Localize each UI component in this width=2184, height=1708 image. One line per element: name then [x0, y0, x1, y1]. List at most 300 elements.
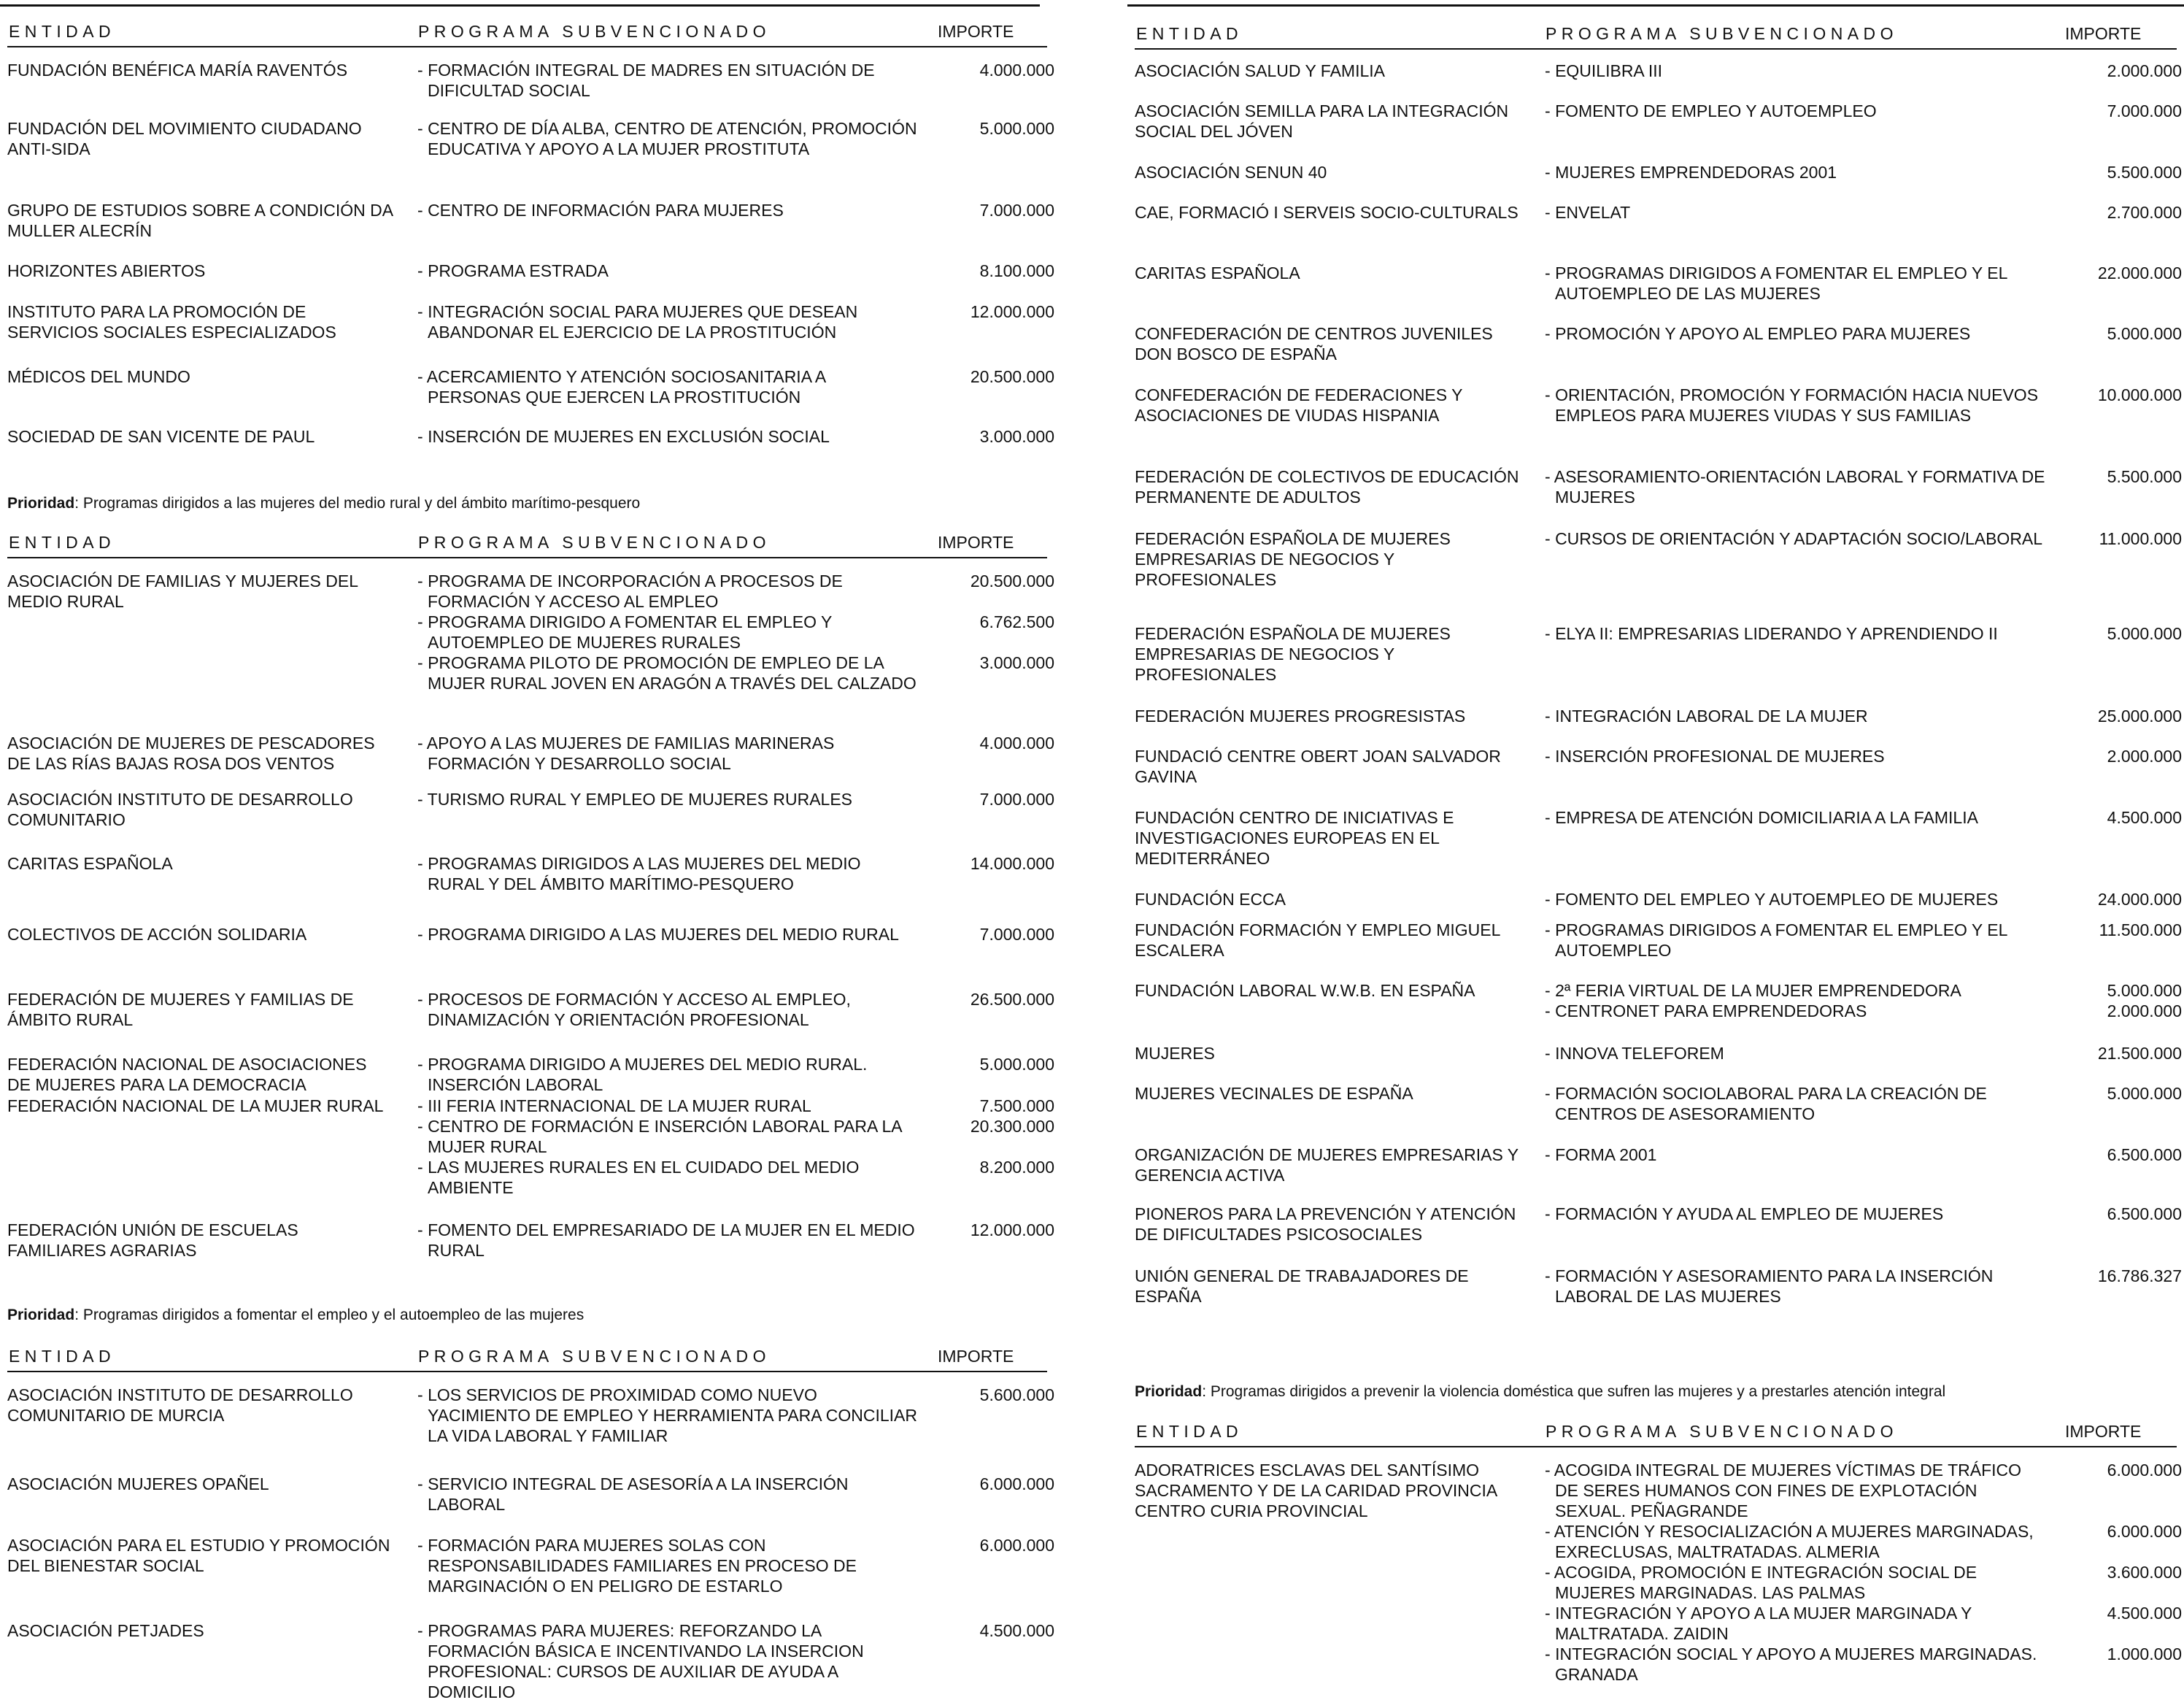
- programa-cell: [417, 1474, 921, 1515]
- programa-item: - CURSOS DE ORIENTACIÓN Y ADAPTACIÓN SOCIO/LABORAL: [1545, 528, 2048, 549]
- programa-cell: [1545, 1145, 2048, 1165]
- programa-item: - ACOGIDA INTEGRAL DE MUJERES VÍCTIMAS DE TRÁFICO DE SERES HUMANOS CON FINES DE EXPLOTACIÓN SEXUAL. PEÑAGRANDE: [1545, 1460, 2048, 1521]
- importe-cell: [923, 1385, 1054, 1474]
- entidad-cell: FEDERACIÓN ESPAÑOLA DE MUJERES EMPRESARIAS DE NEGOCIOS Y PROFESIONALES: [1135, 529, 1451, 589]
- entidad-cell: INSTITUTO PARA LA PROMOCIÓN DE SERVICIOS SOCIALES ESPECIALIZADOS: [7, 302, 336, 342]
- programa-item: - PROGRAMAS DIRIGIDOS A FOMENTAR EL EMPLEO Y EL AUTOEMPLEO: [1545, 920, 2048, 961]
- importe-cell: [923, 1220, 1054, 1263]
- entidad-cell: CONFEDERACIÓN DE CENTROS JUVENILES DON BOSCO DE ESPAÑA: [1135, 324, 1493, 363]
- table-row: [1127, 1083, 2184, 1145]
- importe-value: 6.000.000: [979, 1474, 1054, 1493]
- entidad-cell: FUNDACIÓ CENTRE OBERT JOAN SALVADOR GAVINA: [1135, 747, 1501, 786]
- programa-cell: [1545, 61, 2048, 81]
- programa-item: - INSERCIÓN PROFESIONAL DE MUJERES: [1545, 746, 2048, 766]
- programa-item: - FORMACIÓN SOCIOLABORAL PARA LA CREACIÓN DE CENTROS DE ASESORAMIENTO: [1545, 1083, 2048, 1124]
- entidad-cell: CARITAS ESPAÑOLA: [1135, 263, 1300, 282]
- programa-item: - EMPRESA DE ATENCIÓN DOMICILIARIA A LA FAMILIA: [1545, 807, 2048, 828]
- header-entidad: ENTIDAD: [9, 1347, 116, 1366]
- importe-value: 12.000.000: [970, 1220, 1054, 1239]
- table-row: [0, 571, 1054, 733]
- programa-cell: [1545, 1460, 2048, 1685]
- importe-cell: [2050, 1043, 2182, 1083]
- header-entidad: ENTIDAD: [1136, 1422, 1243, 1441]
- programa-item: - LOS SERVICIOS DE PROXIMIDAD COMO NUEVO YACIMIENTO DE EMPLEO Y HERRAMIENTA PARA CONCILIAR LA VIDA LABORAL Y FAMILIAR: [417, 1385, 921, 1446]
- importe-value: 3.000.000: [979, 427, 1054, 446]
- importe-value: 6.000.000: [2107, 1522, 2182, 1541]
- importe-value: 12.000.000: [970, 302, 1054, 321]
- programa-item: - SERVICIO INTEGRAL DE ASESORÍA A LA INSERCIÓN LABORAL: [417, 1474, 921, 1515]
- entidad-cell: FUNDACIÓN ECCA: [1135, 890, 1286, 909]
- importe-value: 4.500.000: [2107, 808, 2182, 827]
- importe-value: 4.500.000: [979, 1621, 1054, 1640]
- importe-cell: [923, 1474, 1054, 1535]
- table-row: [1127, 1145, 2184, 1204]
- table-row: [0, 261, 1054, 301]
- table-row: [0, 301, 1054, 366]
- programa-cell: [417, 301, 921, 342]
- importe-value: 6.500.000: [2107, 1145, 2182, 1164]
- header-importe: IMPORTE: [938, 533, 1014, 552]
- entidad-cell: FEDERACIÓN NACIONAL DE LA MUJER RURAL: [7, 1096, 384, 1115]
- programa-item: - PROGRAMA DIRIGIDO A LAS MUJERES DEL MEDIO RURAL: [417, 924, 921, 945]
- programa-cell: [417, 989, 921, 1030]
- entidad-cell: UNIÓN GENERAL DE TRABAJADORES DE ESPAÑA: [1135, 1266, 1469, 1306]
- table-row: [1127, 528, 2184, 623]
- programa-cell: [1545, 746, 2048, 766]
- entidad-cell: ASOCIACIÓN DE FAMILIAS Y MUJERES DEL MEDIO RURAL: [7, 572, 358, 611]
- programa-cell: [417, 1535, 921, 1596]
- importe-value: 1.000.000: [2107, 1644, 2182, 1663]
- priority-text: : Programas dirigidos a las mujeres del medio rural y del ámbito marítimo-pesquero: [74, 495, 641, 512]
- table-header: [1127, 1422, 2184, 1451]
- table-row: [0, 1385, 1054, 1474]
- entidad-cell: FUNDACIÓN DEL MOVIMIENTO CIUDADANO ANTI-SIDA: [7, 119, 362, 158]
- programa-item: - ENVELAT: [1545, 202, 2048, 223]
- programa-item: - CENTRO DE DÍA ALBA, CENTRO DE ATENCIÓN, PROMOCIÓN EDUCATIVA Y APOYO A LA MUJER PROSTITUTA: [417, 118, 921, 159]
- importe-value: 6.000.000: [979, 1536, 1054, 1555]
- importe-value: 4.000.000: [979, 61, 1054, 80]
- importe-value: 4.500.000: [2107, 1604, 2182, 1623]
- programa-cell: [1545, 385, 2048, 426]
- importe-cell: [923, 200, 1054, 261]
- importe-value: 5.600.000: [979, 1385, 1054, 1404]
- table-row: [0, 1535, 1054, 1620]
- entidad-cell: ORGANIZACIÓN DE MUJERES EMPRESARIAS Y GERENCIA ACTIVA: [1135, 1145, 1519, 1185]
- programa-item: - PROGRAMA DIRIGIDO A FOMENTAR EL EMPLEO Y AUTOEMPLEO DE MUJERES RURALES: [417, 612, 921, 653]
- programa-cell: [1545, 1043, 2048, 1063]
- priority-text: : Programas dirigidos a prevenir la violencia doméstica que sufren las mujeres y a prestarles atención integral: [1202, 1383, 1946, 1400]
- table-row: [1127, 101, 2184, 162]
- table-row: [1127, 920, 2184, 980]
- importe-cell: [2050, 1145, 2182, 1204]
- table-row: [0, 200, 1054, 261]
- programa-cell: [417, 924, 921, 945]
- importe-value: 11.000.000: [2099, 529, 2182, 548]
- importe-cell: [2050, 706, 2182, 746]
- programa-item: - PROGRAMA PILOTO DE PROMOCIÓN DE EMPLEO DE LA MUJER RURAL JOVEN EN ARAGÓN A TRAVÉS DEL CALZADO: [417, 653, 921, 693]
- programa-item: - PROGRAMA DIRIGIDO A MUJERES DEL MEDIO RURAL. INSERCIÓN LABORAL: [417, 1054, 921, 1095]
- importe-value: 3.000.000: [979, 653, 1054, 672]
- programa-item: - LAS MUJERES RURALES EN EL CUIDADO DEL MEDIO AMBIENTE: [417, 1157, 921, 1198]
- importe-value: 26.500.000: [970, 990, 1054, 1009]
- programa-cell: [417, 571, 921, 693]
- programa-item: - ACOGIDA, PROMOCIÓN E INTEGRACIÓN SOCIAL DE MUJERES MARGINADAS. LAS PALMAS: [1545, 1562, 2048, 1603]
- table-row: [1127, 1460, 2184, 1684]
- entidad-cell: FEDERACIÓN DE MUJERES Y FAMILIAS DE ÁMBITO RURAL: [7, 990, 354, 1029]
- programa-cell: [417, 426, 921, 447]
- importe-cell: [923, 989, 1054, 1054]
- programa-item: - ASESORAMIENTO-ORIENTACIÓN LABORAL Y FORMATIVA DE MUJERES: [1545, 466, 2048, 507]
- programa-item: - PROGRAMAS DIRIGIDOS A LAS MUJERES DEL MEDIO RURAL Y DEL ÁMBITO MARÍTIMO-PESQUERO: [417, 853, 921, 894]
- entidad-cell: ASOCIACIÓN MUJERES OPAÑEL: [7, 1474, 269, 1493]
- importe-cell: [2050, 162, 2182, 202]
- entidad-cell: PIONEROS PARA LA PREVENCIÓN Y ATENCIÓN DE DIFICULTADES PSICOSOCIALES: [1135, 1204, 1516, 1244]
- importe-value: 25.000.000: [2097, 707, 2182, 726]
- programa-cell: [1545, 1266, 2048, 1307]
- importe-value: 7.000.000: [2107, 101, 2182, 120]
- importe-value: 20.300.000: [970, 1117, 1054, 1136]
- importe-cell: [2050, 101, 2182, 162]
- importe-cell: [2050, 1204, 2182, 1266]
- importe-cell: [2050, 807, 2182, 889]
- importe-cell: [2050, 61, 2182, 101]
- header-programa: PROGRAMA SUBVENCIONADO: [418, 533, 771, 552]
- programa-cell: [417, 1220, 921, 1261]
- importe-cell: [923, 853, 1054, 924]
- entidad-cell: COLECTIVOS DE ACCIÓN SOLIDARIA: [7, 925, 307, 944]
- programa-item: - INTEGRACIÓN LABORAL DE LA MUJER: [1545, 706, 2048, 726]
- importe-cell: [923, 924, 1054, 989]
- header-importe: IMPORTE: [2065, 24, 2142, 43]
- programa-cell: [417, 118, 921, 159]
- priority-label: Prioridad: [7, 495, 75, 512]
- programa-cell: [1545, 528, 2048, 549]
- table-row: [1127, 162, 2184, 202]
- header-importe: IMPORTE: [938, 22, 1014, 41]
- programa-item: - INTEGRACIÓN SOCIAL PARA MUJERES QUE DESEAN ABANDONAR EL EJERCICIO DE LA PROSTITUCIÓN: [417, 301, 921, 342]
- importe-cell: [923, 733, 1054, 789]
- programa-cell: [417, 366, 921, 407]
- programa-item: - FOMENTO DEL EMPRESARIADO DE LA MUJER EN EL MEDIO RURAL: [417, 1220, 921, 1261]
- table-row: [0, 989, 1054, 1054]
- programa-cell: [417, 733, 921, 774]
- importe-value: 6.500.000: [2107, 1204, 2182, 1223]
- programa-cell: [417, 261, 921, 281]
- programa-item: - ELYA II: EMPRESARIAS LIDERANDO Y APRENDIENDO II: [1545, 623, 2048, 644]
- priority-label: Prioridad: [7, 1307, 75, 1323]
- table-row: [0, 426, 1054, 467]
- header-entidad: ENTIDAD: [1136, 24, 1243, 43]
- programa-cell: [1545, 623, 2048, 644]
- entidad-cell: FUNDACIÓN FORMACIÓN Y EMPLEO MIGUEL ESCALERA: [1135, 920, 1500, 960]
- table-row: [0, 1620, 1054, 1708]
- importe-value: 2.000.000: [2107, 1001, 2182, 1020]
- importe-value: 22.000.000: [2097, 263, 2182, 282]
- table-row: [1127, 1043, 2184, 1083]
- table-header: [0, 533, 1054, 562]
- programa-item: - INTEGRACIÓN Y APOYO A LA MUJER MARGINADA Y MALTRATADA. ZAIDIN: [1545, 1603, 2048, 1644]
- entidad-cell: ASOCIACIÓN SEMILLA PARA LA INTEGRACIÓN SOCIAL DEL JÓVEN: [1135, 101, 1509, 141]
- importe-value: 3.600.000: [2107, 1563, 2182, 1582]
- importe-value: 5.000.000: [979, 119, 1054, 138]
- programa-item: - ORIENTACIÓN, PROMOCIÓN Y FORMACIÓN HACIA NUEVOS EMPLEOS PARA MUJERES VIUDAS Y SUS FAMILIAS: [1545, 385, 2048, 426]
- importe-value: 11.500.000: [2099, 920, 2182, 939]
- programa-cell: [417, 1096, 921, 1198]
- priority-label: Prioridad: [1135, 1383, 1203, 1400]
- programa-item: - ACERCAMIENTO Y ATENCIÓN SOCIOSANITARIA A PERSONAS QUE EJERCEN LA PROSTITUCIÓN: [417, 366, 921, 407]
- entidad-cell: HORIZONTES ABIERTOS: [7, 261, 206, 280]
- programa-item: - PROGRAMA DE INCORPORACIÓN A PROCESOS DE FORMACIÓN Y ACCESO AL EMPLEO: [417, 571, 921, 612]
- table-row: [1127, 466, 2184, 528]
- entidad-cell: FUNDACIÓN CENTRO DE INICIATIVAS E INVESTIGACIONES EUROPEAS EN EL MEDITERRÁNEO: [1135, 808, 1454, 868]
- priority-rural: [7, 495, 640, 512]
- entidad-cell: ASOCIACIÓN SENUN 40: [1135, 163, 1327, 182]
- entidad-cell: CARITAS ESPAÑOLA: [7, 854, 173, 873]
- importe-value: 4.000.000: [979, 734, 1054, 753]
- table-row: [0, 789, 1054, 853]
- importe-value: 20.500.000: [970, 572, 1054, 591]
- programa-item: - PROGRAMAS PARA MUJERES: REFORZANDO LA FORMACIÓN BÁSICA E INCENTIVANDO LA INSERCION PROFESIONAL: CURSOS DE AUXILIAR DE AYUDA A DOMICILIO: [417, 1620, 921, 1702]
- programa-cell: [1545, 263, 2048, 304]
- importe-value: 5.000.000: [2107, 324, 2182, 343]
- programa-item: - PROCESOS DE FORMACIÓN Y ACCESO AL EMPLEO, DINAMIZACIÓN Y ORIENTACIÓN PROFESIONAL: [417, 989, 921, 1030]
- importe-cell: [2050, 323, 2182, 385]
- programa-item: - PROGRAMAS DIRIGIDOS A FOMENTAR EL EMPLEO Y EL AUTOEMPLEO DE LAS MUJERES: [1545, 263, 2048, 304]
- importe-cell: [2050, 385, 2182, 466]
- importe-value: 7.000.000: [979, 925, 1054, 944]
- importe-value: 5.000.000: [2107, 624, 2182, 643]
- header-programa: PROGRAMA SUBVENCIONADO: [418, 1347, 771, 1366]
- programa-cell: [417, 1620, 921, 1702]
- header-entidad: ENTIDAD: [9, 22, 116, 41]
- importe-value: 6.000.000: [2107, 1461, 2182, 1480]
- table-right-1: [1127, 24, 2184, 1317]
- table-right-2: [1127, 1422, 2184, 1684]
- programa-cell: [417, 200, 921, 220]
- importe-cell: [923, 261, 1054, 301]
- programa-cell: [1545, 706, 2048, 726]
- table-row: [1127, 980, 2184, 1043]
- programa-cell: [417, 1054, 921, 1095]
- table-row: [0, 1096, 1054, 1220]
- header-programa: PROGRAMA SUBVENCIONADO: [418, 22, 771, 41]
- programa-cell: [1545, 980, 2048, 1021]
- importe-cell: [923, 1620, 1054, 1708]
- entidad-cell: MUJERES VECINALES DE ESPAÑA: [1135, 1084, 1413, 1103]
- table-row: [0, 853, 1054, 924]
- programa-cell: [1545, 323, 2048, 344]
- importe-value: 14.000.000: [970, 854, 1054, 873]
- programa-item: - CENTRO DE FORMACIÓN E INSERCIÓN LABORAL PARA LA MUJER RURAL: [417, 1116, 921, 1157]
- programa-cell: [1545, 1083, 2048, 1124]
- programa-cell: [1545, 101, 2048, 121]
- importe-value: 6.762.500: [979, 612, 1054, 631]
- programa-cell: [1545, 466, 2048, 507]
- table-header: [1127, 24, 2184, 53]
- entidad-cell: CONFEDERACIÓN DE FEDERACIONES Y ASOCIACIONES DE VIUDAS HISPANIA: [1135, 385, 1463, 425]
- programa-cell: [417, 789, 921, 809]
- entidad-cell: FUNDACIÓN BENÉFICA MARÍA RAVENTÓS: [7, 61, 348, 80]
- importe-cell: [2050, 1083, 2182, 1145]
- importe-value: 7.500.000: [979, 1096, 1054, 1115]
- importe-value: 8.200.000: [979, 1158, 1054, 1177]
- importe-value: 24.000.000: [2097, 890, 2182, 909]
- header-entidad: ENTIDAD: [9, 533, 116, 552]
- importe-cell: [2050, 1460, 2182, 1663]
- programa-item: - INNOVA TELEFOREM: [1545, 1043, 2048, 1063]
- importe-value: 10.000.000: [2097, 385, 2182, 404]
- importe-cell: [923, 789, 1054, 853]
- importe-cell: [2050, 920, 2182, 980]
- table-row: [1127, 807, 2184, 889]
- table-left-1: [0, 22, 1054, 467]
- programa-cell: [1545, 162, 2048, 182]
- importe-cell: [2050, 889, 2182, 920]
- importe-cell: [2050, 1266, 2182, 1317]
- entidad-cell: ASOCIACIÓN INSTITUTO DE DESARROLLO COMUNITARIO: [7, 790, 353, 829]
- table-header: [0, 22, 1054, 51]
- table-row: [0, 60, 1054, 118]
- header-programa: PROGRAMA SUBVENCIONADO: [1546, 24, 1898, 43]
- importe-value: 20.500.000: [970, 367, 1054, 386]
- programa-item: - INSERCIÓN DE MUJERES EN EXCLUSIÓN SOCIAL: [417, 426, 921, 447]
- programa-item: - FORMACIÓN Y ASESORAMIENTO PARA LA INSERCIÓN LABORAL DE LAS MUJERES: [1545, 1266, 2048, 1307]
- table-row: [0, 1054, 1054, 1096]
- importe-cell: [923, 1054, 1054, 1096]
- importe-cell: [923, 571, 1054, 733]
- table-row: [0, 1220, 1054, 1263]
- left-column: [0, 0, 1054, 1701]
- entidad-cell: MÉDICOS DEL MUNDO: [7, 367, 190, 386]
- right-column: [1127, 0, 2184, 1686]
- importe-cell: [2050, 746, 2182, 807]
- programa-item: - EQUILIBRA III: [1545, 61, 2048, 81]
- top-rule: [1127, 4, 2184, 7]
- programa-item: - CENTRO DE INFORMACIÓN PARA MUJERES: [417, 200, 921, 220]
- importe-value: 2.000.000: [2107, 747, 2182, 766]
- programa-cell: [1545, 889, 2048, 909]
- importe-value: 5.000.000: [2107, 1084, 2182, 1103]
- importe-cell: [923, 366, 1054, 426]
- table-row: [0, 733, 1054, 789]
- importe-value: 21.500.000: [2097, 1044, 2182, 1063]
- entidad-cell: FEDERACIÓN ESPAÑOLA DE MUJERES EMPRESARIAS DE NEGOCIOS Y PROFESIONALES: [1135, 624, 1451, 684]
- programa-cell: [1545, 920, 2048, 961]
- table-row: [1127, 61, 2184, 101]
- table-row: [1127, 263, 2184, 323]
- table-row: [1127, 202, 2184, 263]
- importe-cell: [2050, 623, 2182, 706]
- programa-item: - MUJERES EMPRENDEDORAS 2001: [1545, 162, 2048, 182]
- importe-cell: [923, 60, 1054, 118]
- programa-item: - PROMOCIÓN Y APOYO AL EMPLEO PARA MUJERES: [1545, 323, 2048, 344]
- entidad-cell: ADORATRICES ESCLAVAS DEL SANTÍSIMO SACRAMENTO Y DE LA CARIDAD PROVINCIA CENTRO CURIA PROVINCIAL: [1135, 1461, 1497, 1520]
- programa-item: - ATENCIÓN Y RESOCIALIZACIÓN A MUJERES MARGINADAS, EXRECLUSAS, MALTRATADAS. ALMERIA: [1545, 1521, 2048, 1562]
- programa-item: - III FERIA INTERNACIONAL DE LA MUJER RURAL: [417, 1096, 921, 1116]
- importe-value: 5.500.000: [2107, 163, 2182, 182]
- importe-cell: [923, 118, 1054, 200]
- programa-item: - FORMACIÓN PARA MUJERES SOLAS CON RESPONSABILIDADES FAMILIARES EN PROCESO DE MARGINACIÓN O EN PELIGRO DE ESTARLO: [417, 1535, 921, 1596]
- programa-item: - FORMACIÓN Y AYUDA AL EMPLEO DE MUJERES: [1545, 1204, 2048, 1224]
- programa-item: - APOYO A LAS MUJERES DE FAMILIAS MARINERAS FORMACIÓN Y DESARROLLO SOCIAL: [417, 733, 921, 774]
- importe-cell: [2050, 528, 2182, 623]
- priority-text: : Programas dirigidos a fomentar el empleo y el autoempleo de las mujeres: [74, 1307, 584, 1323]
- importe-value: 5.000.000: [2107, 981, 2182, 1000]
- entidad-cell: ASOCIACIÓN DE MUJERES DE PESCADORES DE LAS RÍAS BAJAS ROSA DOS VENTOS: [7, 734, 375, 773]
- entidad-cell: ASOCIACIÓN PETJADES: [7, 1621, 204, 1640]
- entidad-cell: CAE, FORMACIÓ I SERVEIS SOCIO-CULTURALS: [1135, 203, 1519, 222]
- programa-item: - FORMA 2001: [1545, 1145, 2048, 1165]
- programa-item: - 2ª FERIA VIRTUAL DE LA MUJER EMPRENDEDORA: [1545, 980, 2048, 1001]
- table-row: [0, 924, 1054, 989]
- importe-value: 5.500.000: [2107, 467, 2182, 486]
- programa-cell: [417, 60, 921, 101]
- entidad-cell: FUNDACIÓN LABORAL W.W.B. EN ESPAÑA: [1135, 981, 1475, 1000]
- table-left-2: [0, 533, 1054, 1263]
- importe-cell: [923, 301, 1054, 366]
- table-row: [1127, 323, 2184, 385]
- priority-employment: [7, 1307, 584, 1324]
- table-row: [0, 366, 1054, 426]
- programa-item: - CENTRONET PARA EMPRENDEDORAS: [1545, 1001, 2048, 1021]
- importe-value: 2.700.000: [2107, 203, 2182, 222]
- programa-item: - FOMENTO DE EMPLEO Y AUTOEMPLEO: [1545, 101, 2048, 121]
- importe-cell: [2050, 263, 2182, 323]
- importe-cell: [2050, 466, 2182, 528]
- programa-cell: [417, 853, 921, 894]
- importe-value: 2.000.000: [2107, 61, 2182, 80]
- entidad-cell: FEDERACIÓN DE COLECTIVOS DE EDUCACIÓN PERMANENTE DE ADULTOS: [1135, 467, 1519, 507]
- header-importe: IMPORTE: [938, 1347, 1014, 1366]
- programa-item: - FORMACIÓN INTEGRAL DE MADRES EN SITUACIÓN DE DIFICULTAD SOCIAL: [417, 60, 921, 101]
- header-programa: PROGRAMA SUBVENCIONADO: [1546, 1422, 1898, 1441]
- table-row: [1127, 1266, 2184, 1317]
- table-row: [1127, 623, 2184, 706]
- importe-cell: [2050, 202, 2182, 263]
- programa-item: - TURISMO RURAL Y EMPLEO DE MUJERES RURALES: [417, 789, 921, 809]
- entidad-cell: ASOCIACIÓN SALUD Y FAMILIA: [1135, 61, 1385, 80]
- programa-cell: [1545, 807, 2048, 828]
- importe-cell: [2050, 980, 2182, 1043]
- table-row: [0, 118, 1054, 200]
- importe-value: 7.000.000: [979, 790, 1054, 809]
- importe-cell: [923, 1535, 1054, 1620]
- programa-item: - INTEGRACIÓN SOCIAL Y APOYO A MUJERES MARGINADAS. GRANADA: [1545, 1644, 2048, 1685]
- importe-value: 5.000.000: [979, 1055, 1054, 1074]
- table-header: [0, 1347, 1054, 1376]
- importe-cell: [923, 1096, 1054, 1220]
- programa-item: - FOMENTO DEL EMPLEO Y AUTOEMPLEO DE MUJERES: [1545, 889, 2048, 909]
- programa-cell: [1545, 1204, 2048, 1224]
- programa-item: - PROGRAMA ESTRADA: [417, 261, 921, 281]
- table-row: [1127, 706, 2184, 746]
- entidad-cell: FEDERACIÓN NACIONAL DE ASOCIACIONES DE MUJERES PARA LA DEMOCRACIA: [7, 1055, 367, 1094]
- programa-cell: [417, 1385, 921, 1446]
- table-row: [0, 1474, 1054, 1535]
- table-row: [1127, 889, 2184, 920]
- entidad-cell: FEDERACIÓN UNIÓN DE ESCUELAS FAMILIARES AGRARIAS: [7, 1220, 298, 1260]
- table-row: [1127, 746, 2184, 807]
- entidad-cell: ASOCIACIÓN INSTITUTO DE DESARROLLO COMUNITARIO DE MURCIA: [7, 1385, 353, 1425]
- table-left-3: [0, 1347, 1054, 1708]
- table-row: [1127, 1204, 2184, 1266]
- importe-value: 16.786.327: [2097, 1266, 2182, 1285]
- entidad-cell: GRUPO DE ESTUDIOS SOBRE A CONDICIÓN DA MULLER ALECRÍN: [7, 201, 393, 240]
- top-rule: [0, 4, 1040, 7]
- entidad-cell: SOCIEDAD DE SAN VICENTE DE PAUL: [7, 427, 315, 446]
- importe-value: 7.000.000: [979, 201, 1054, 220]
- table-row: [1127, 385, 2184, 466]
